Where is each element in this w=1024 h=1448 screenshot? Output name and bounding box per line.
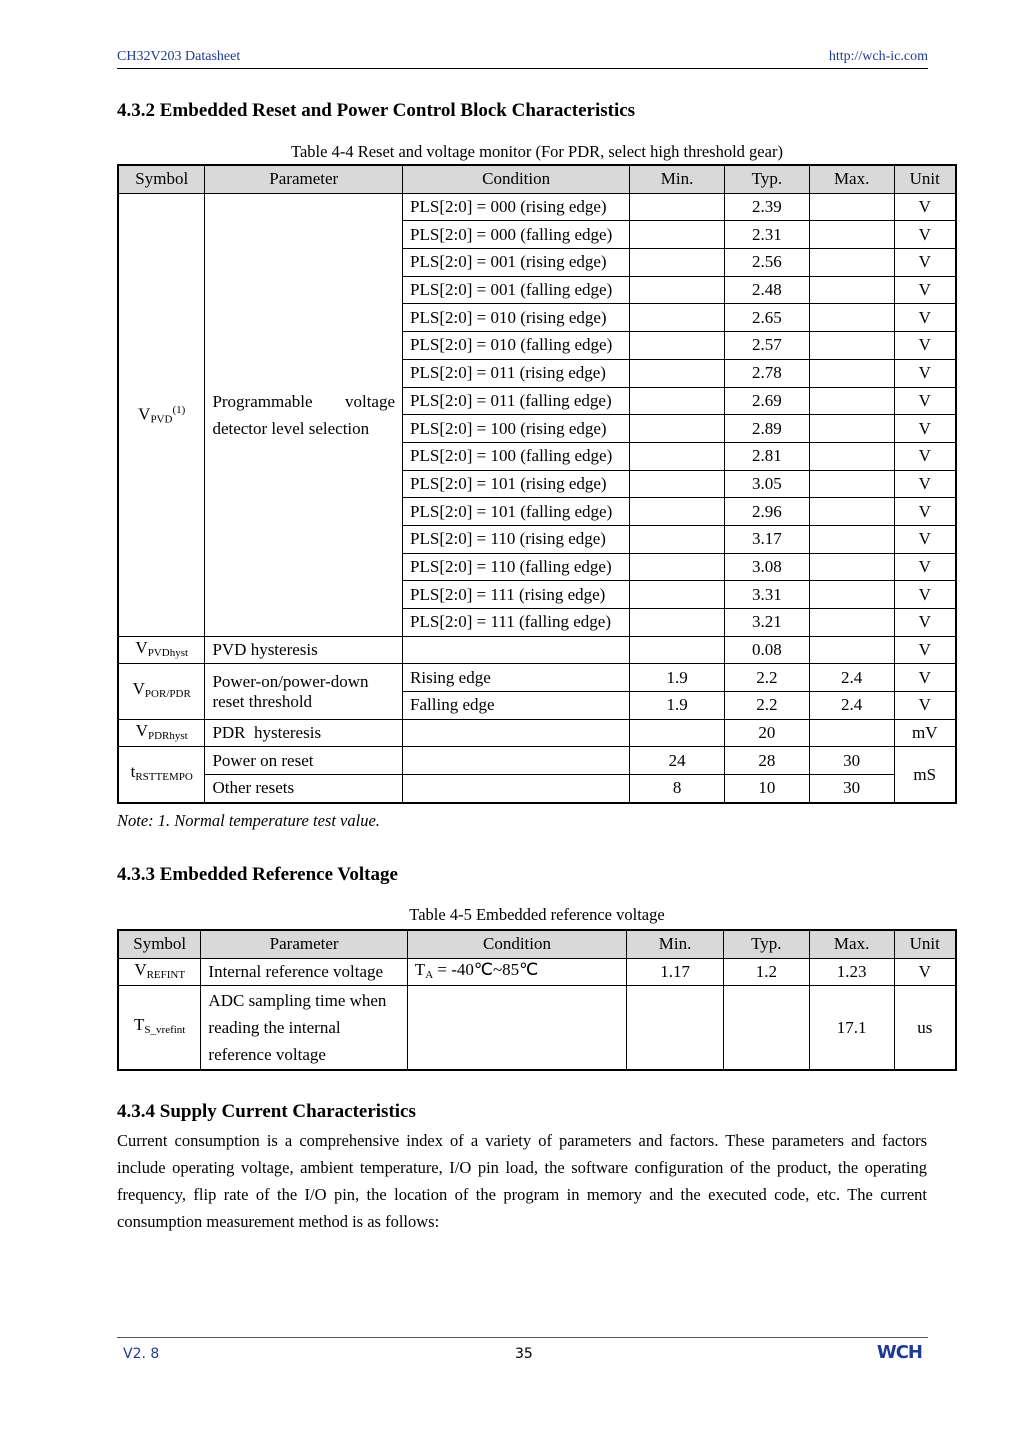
condition-cell: PLS[2:0] = 001 (falling edge) — [403, 276, 630, 304]
max-cell — [809, 304, 894, 332]
max-cell: 30 — [809, 747, 894, 775]
col-max: Max. — [809, 930, 894, 958]
condition-cell: PLS[2:0] = 101 (falling edge) — [403, 498, 630, 526]
symbol-cell: $V_{PDRhyst}$ — [118, 719, 205, 747]
col-condition: Condition — [403, 165, 630, 193]
unit-cell: mV — [894, 719, 956, 747]
min-cell — [630, 636, 725, 664]
max-cell — [809, 525, 894, 553]
col-symbol: Symbol — [118, 930, 201, 958]
condition-cell: PLS[2:0] = 110 (falling edge) — [403, 553, 630, 581]
col-unit: Unit — [894, 165, 956, 193]
typ-cell: 2.48 — [724, 276, 809, 304]
typ-cell: 3.17 — [724, 525, 809, 553]
table-4-4-note: Note: 1. Normal temperature test value. — [117, 811, 380, 830]
parameter-cell: PDR hysteresis — [205, 719, 403, 747]
typ-cell: 2.39 — [724, 193, 809, 221]
unit-cell: V — [894, 958, 956, 986]
unit-cell: V — [894, 193, 956, 221]
min-cell — [630, 581, 725, 609]
typ-cell: 3.05 — [724, 470, 809, 498]
table-4-4 — [117, 164, 957, 804]
max-cell: 2.4 — [809, 664, 894, 692]
col-typ: Typ. — [724, 165, 809, 193]
table-4-5-caption: Table 4-5 Embedded reference voltage — [409, 905, 665, 924]
condition-cell — [407, 986, 626, 1071]
condition-cell — [403, 636, 630, 664]
unit-cell: us — [894, 986, 956, 1071]
unit-cell: V — [894, 553, 956, 581]
col-min: Min. — [627, 930, 724, 958]
min-cell — [630, 276, 725, 304]
unit-cell: V — [894, 304, 956, 332]
condition-cell: PLS[2:0] = 011 (rising edge) — [403, 359, 630, 387]
max-cell: 17.1 — [809, 986, 894, 1071]
col-min: Min. — [630, 165, 725, 193]
unit-cell: V — [894, 442, 956, 470]
typ-cell: 10 — [724, 775, 809, 803]
condition-cell: PLS[2:0] = 111 (falling edge) — [403, 609, 630, 637]
min-cell: 8 — [630, 775, 725, 803]
typ-cell: 3.08 — [724, 553, 809, 581]
min-cell — [630, 719, 725, 747]
max-cell: 1.23 — [809, 958, 894, 986]
typ-cell: 3.21 — [724, 609, 809, 637]
max-cell — [809, 387, 894, 415]
max-cell — [809, 193, 894, 221]
table-header-row — [118, 165, 956, 193]
min-cell — [627, 986, 724, 1071]
unit-cell: V — [894, 332, 956, 360]
max-cell: 2.4 — [809, 692, 894, 720]
unit-cell: mS — [894, 747, 956, 803]
condition-cell: $T_A$ = -40℃~85℃ — [407, 958, 626, 986]
typ-cell: 28 — [724, 747, 809, 775]
table-row — [118, 664, 956, 692]
col-symbol: Symbol — [118, 165, 205, 193]
table-row — [118, 958, 956, 986]
wch-logo: WCH — [876, 1342, 922, 1363]
typ-cell: 2.56 — [724, 249, 809, 277]
unit-cell: V — [894, 636, 956, 664]
parameter-cell: Internal reference voltage — [201, 958, 407, 986]
typ-cell: 2.69 — [724, 387, 809, 415]
header-doc-title: CH32V203 Datasheet — [117, 49, 241, 64]
min-cell — [630, 498, 725, 526]
condition-cell: Rising edge — [403, 664, 630, 692]
min-cell: 1.17 — [627, 958, 724, 986]
table-row — [118, 719, 956, 747]
parameter-cell: Other resets — [205, 775, 403, 803]
condition-cell: PLS[2:0] = 000 (rising edge) — [403, 193, 630, 221]
min-cell — [630, 442, 725, 470]
condition-cell: Falling edge — [403, 692, 630, 720]
condition-cell: PLS[2:0] = 010 (rising edge) — [403, 304, 630, 332]
max-cell — [809, 498, 894, 526]
max-cell — [809, 221, 894, 249]
typ-cell — [723, 986, 809, 1071]
condition-cell — [403, 747, 630, 775]
max-cell: 30 — [809, 775, 894, 803]
unit-cell: V — [894, 664, 956, 692]
condition-cell: PLS[2:0] = 001 (rising edge) — [403, 249, 630, 277]
typ-cell: 1.2 — [723, 958, 809, 986]
section-4-3-2-title: 4.3.2 Embedded Reset and Power Control Block Characteristics — [117, 100, 636, 121]
section-4-3-4-paragraph: Current consumption is a comprehensive index of a variety of parameters and factors. These parameters and factors include operating voltage, ambient temperature, I/O pin load, the software configuration of the product, the operating frequency, flip rate of the I/O pin, the location of the program in memory and the executed code, etc. The current consumption measurement method is as follows: — [117, 1131, 927, 1231]
min-cell — [630, 332, 725, 360]
unit-cell: V — [894, 249, 956, 277]
typ-cell: 2.78 — [724, 359, 809, 387]
parameter-cell: PVD hysteresis — [205, 636, 403, 664]
table-row — [118, 747, 956, 775]
parameter-cell: Power on reset — [205, 747, 403, 775]
table-4-4-body — [118, 193, 956, 636]
typ-cell: 2.65 — [724, 304, 809, 332]
symbol-cell: $V_{REFINT}$ — [118, 958, 201, 986]
condition-cell: PLS[2:0] = 110 (rising edge) — [403, 525, 630, 553]
condition-cell: PLS[2:0] = 000 (falling edge) — [403, 221, 630, 249]
section-4-3-3-title: 4.3.3 Embedded Reference Voltage — [117, 864, 398, 885]
condition-cell — [403, 775, 630, 803]
table-row — [118, 775, 956, 803]
table-4-5 — [117, 929, 957, 1071]
max-cell — [809, 415, 894, 443]
min-cell — [630, 387, 725, 415]
typ-cell: 0.08 — [724, 636, 809, 664]
min-cell — [630, 415, 725, 443]
col-parameter: Parameter — [205, 165, 403, 193]
max-cell — [809, 359, 894, 387]
min-cell — [630, 609, 725, 637]
max-cell — [809, 470, 894, 498]
condition-cell: PLS[2:0] = 010 (falling edge) — [403, 332, 630, 360]
typ-cell: 2.31 — [724, 221, 809, 249]
col-max: Max. — [809, 165, 894, 193]
min-cell — [630, 249, 725, 277]
unit-cell: V — [894, 415, 956, 443]
table-header-row — [118, 930, 956, 958]
typ-cell: 3.31 — [724, 581, 809, 609]
max-cell — [809, 636, 894, 664]
table-4-4-caption: Table 4-4 Reset and voltage monitor (For PDR, select high threshold gear) — [291, 142, 783, 161]
unit-cell: V — [894, 387, 956, 415]
unit-cell: V — [894, 525, 956, 553]
page-header — [117, 48, 928, 69]
typ-cell: 2.2 — [724, 664, 809, 692]
max-cell — [809, 276, 894, 304]
header-url[interactable]: http://wch-ic.com — [828, 49, 928, 64]
col-parameter: Parameter — [201, 930, 407, 958]
unit-cell: V — [894, 470, 956, 498]
table-row — [118, 986, 956, 1071]
page-footer — [117, 1337, 928, 1363]
unit-cell: V — [894, 609, 956, 637]
condition-cell — [403, 719, 630, 747]
section-4-3-4-title: 4.3.4 Supply Current Characteristics — [117, 1101, 416, 1122]
condition-cell: PLS[2:0] = 011 (falling edge) — [403, 387, 630, 415]
table-row — [118, 193, 956, 221]
min-cell — [630, 525, 725, 553]
parameter-cell: Power-on/power-down reset threshold — [205, 664, 403, 719]
unit-cell: V — [894, 359, 956, 387]
condition-cell: PLS[2:0] = 100 (falling edge) — [403, 442, 630, 470]
max-cell — [809, 609, 894, 637]
condition-cell: PLS[2:0] = 111 (rising edge) — [403, 581, 630, 609]
parameter-cell: ADC sampling time when reading the internal reference voltage — [201, 986, 407, 1071]
typ-cell: 2.89 — [724, 415, 809, 443]
typ-cell: 2.81 — [724, 442, 809, 470]
unit-cell: V — [894, 692, 956, 720]
condition-cell: PLS[2:0] = 101 (rising edge) — [403, 470, 630, 498]
unit-cell: V — [894, 221, 956, 249]
unit-cell: V — [894, 498, 956, 526]
max-cell — [809, 332, 894, 360]
max-cell — [809, 719, 894, 747]
min-cell — [630, 470, 725, 498]
parameter-cell: Programmable voltage detector level selection — [205, 193, 403, 636]
min-cell — [630, 221, 725, 249]
max-cell — [809, 249, 894, 277]
table-row — [118, 636, 956, 664]
symbol-cell: $V_{PVDhyst}$ — [118, 636, 205, 664]
page-number: 35 — [515, 1346, 533, 1362]
unit-cell: V — [894, 276, 956, 304]
typ-cell: 2.2 — [724, 692, 809, 720]
min-cell — [630, 553, 725, 581]
typ-cell: 2.57 — [724, 332, 809, 360]
max-cell — [809, 581, 894, 609]
typ-cell: 20 — [724, 719, 809, 747]
typ-cell: 2.96 — [724, 498, 809, 526]
max-cell — [809, 553, 894, 581]
symbol-cell: $V_{PVD}^{(1)}$ — [118, 193, 205, 636]
min-cell — [630, 193, 725, 221]
unit-cell: V — [894, 581, 956, 609]
min-cell: 1.9 — [630, 664, 725, 692]
symbol-cell: $t_{RSTTEMPO}$ — [118, 747, 205, 803]
symbol-cell: $T_{S\_vrefint}$ — [118, 986, 201, 1071]
symbol-cell: $V_{POR/PDR}$ — [118, 664, 205, 719]
min-cell: 1.9 — [630, 692, 725, 720]
col-typ: Typ. — [723, 930, 809, 958]
col-condition: Condition — [407, 930, 626, 958]
col-unit: Unit — [894, 930, 956, 958]
table-4-4-body-rest — [118, 636, 956, 803]
min-cell — [630, 304, 725, 332]
min-cell — [630, 359, 725, 387]
max-cell — [809, 442, 894, 470]
condition-cell: PLS[2:0] = 100 (rising edge) — [403, 415, 630, 443]
min-cell: 24 — [630, 747, 725, 775]
footer-version: V2. 8 — [123, 1346, 160, 1362]
